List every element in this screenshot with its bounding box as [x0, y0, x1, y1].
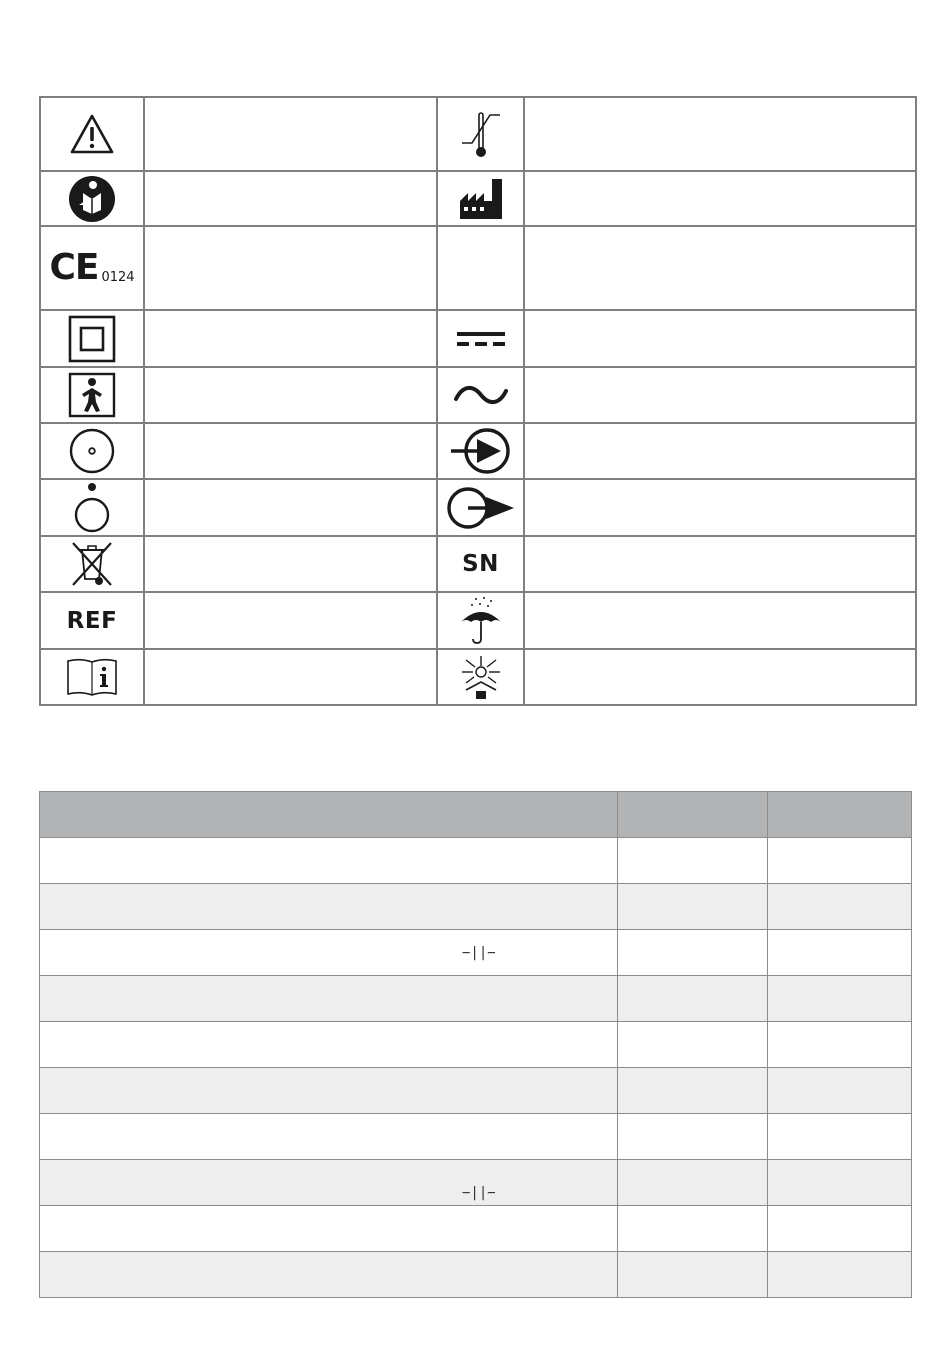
- symbol-description: [524, 479, 916, 536]
- symbol-cell: [40, 649, 144, 705]
- symbol-cell: [40, 479, 144, 536]
- symbol-cell: [437, 592, 524, 649]
- symbol-cell: [40, 97, 144, 171]
- symbol-row: [40, 592, 916, 649]
- symbol-description: [524, 367, 916, 423]
- table-cell: [40, 838, 618, 884]
- symbol-row: [40, 649, 916, 705]
- direct-current-icon: [455, 327, 507, 351]
- symbol-description: [144, 423, 437, 479]
- notified-body-number: 0124: [101, 270, 135, 285]
- table-row: [40, 1068, 912, 1114]
- symbol-row: [40, 97, 916, 171]
- symbol-cell: [437, 171, 524, 226]
- symbol-cell: [40, 423, 144, 479]
- table-cell: [618, 1252, 768, 1298]
- table-cell: [618, 976, 768, 1022]
- serial-number-icon: SN: [462, 551, 499, 577]
- table-row: [40, 838, 912, 884]
- table-cell: [768, 884, 912, 930]
- ce-letters: CE: [49, 247, 99, 288]
- symbol-cell: [40, 310, 144, 367]
- read-manual-icon: [68, 175, 116, 223]
- table-cell: [768, 976, 912, 1022]
- symbol-description: [144, 310, 437, 367]
- table-cell: [618, 1114, 768, 1160]
- symbol-description: [524, 592, 916, 649]
- symbol-cell: [40, 171, 144, 226]
- table-cell: [40, 1160, 618, 1206]
- table-row: [40, 930, 912, 976]
- symbol-cell: [40, 536, 144, 592]
- table-cell: [768, 1114, 912, 1160]
- symbol-row: [40, 226, 916, 310]
- symbol-description: [524, 423, 916, 479]
- column-header: [768, 792, 912, 838]
- table-cell: [618, 1022, 768, 1068]
- symbol-description: [144, 649, 437, 705]
- table-cell: [40, 1068, 618, 1114]
- table-cell: [768, 1022, 912, 1068]
- symbol-description: [144, 226, 437, 310]
- table-row: [40, 1022, 912, 1068]
- keep-away-from-sunlight-icon: [458, 654, 504, 700]
- table-cell: [618, 1068, 768, 1114]
- manufacturer-factory-icon: [458, 177, 504, 221]
- symbol-description: [144, 592, 437, 649]
- symbol-row: [40, 171, 916, 226]
- symbol-row: [40, 310, 916, 367]
- weee-crossed-bin-icon: [69, 541, 115, 587]
- symbol-cell: [437, 423, 524, 479]
- keep-dry-umbrella-icon: [458, 596, 504, 646]
- symbol-row: [40, 367, 916, 423]
- input-arrow-circle-icon: [449, 427, 513, 475]
- table-cell: [40, 884, 618, 930]
- table-cell: [768, 1206, 912, 1252]
- table-cell: [40, 930, 618, 976]
- table-header-row: [40, 792, 912, 838]
- table-cell: [618, 930, 768, 976]
- symbol-cell: [437, 97, 524, 171]
- cell-content: [50, 930, 607, 975]
- table-cell: [768, 1160, 912, 1206]
- table-cell: [40, 1114, 618, 1160]
- reference-number-icon: REF: [66, 607, 118, 634]
- symbol-cell: [437, 367, 524, 423]
- specifications-table: [39, 791, 912, 1298]
- symbol-description: [144, 479, 437, 536]
- symbol-cell: [40, 226, 144, 310]
- symbol-cell: [437, 310, 524, 367]
- alternating-current-icon: [453, 381, 509, 409]
- table-cell: [768, 930, 912, 976]
- table-cell: [40, 1022, 618, 1068]
- ce-mark-icon: [41, 247, 143, 288]
- symbol-cell: [437, 536, 524, 592]
- table-row: [40, 1206, 912, 1252]
- temperature-limit-icon: [458, 107, 504, 161]
- table-cell: [618, 838, 768, 884]
- symbol-description: [524, 226, 916, 310]
- symbol-row: [40, 536, 916, 592]
- table-row: [40, 976, 912, 1022]
- table-cell: [40, 1206, 618, 1252]
- connector-glyph: −||−: [462, 944, 496, 961]
- column-header: [618, 792, 768, 838]
- symbol-row: [40, 479, 916, 536]
- table-row: [40, 1252, 912, 1298]
- symbol-description: [524, 649, 916, 705]
- symbol-cell: [437, 479, 524, 536]
- table-cell: [618, 1206, 768, 1252]
- table-row: [40, 1160, 912, 1206]
- consult-instructions-icon: [66, 657, 118, 697]
- table-row: [40, 884, 912, 930]
- symbol-description: [144, 367, 437, 423]
- table-cell: [618, 1160, 768, 1206]
- table-cell: [618, 884, 768, 930]
- type-bf-applied-part-icon: [68, 372, 116, 418]
- standby-circle-dot-icon: [68, 427, 116, 475]
- symbol-row: [40, 423, 916, 479]
- symbol-description: [524, 171, 916, 226]
- symbol-description: [524, 310, 916, 367]
- symbol-description: [524, 97, 916, 171]
- symbol-description: [144, 536, 437, 592]
- table-cell: [40, 976, 618, 1022]
- symbol-cell: [437, 649, 524, 705]
- symbols-table: [39, 96, 917, 706]
- column-header: [40, 792, 618, 838]
- warning-triangle-icon: [69, 113, 115, 155]
- table-cell: [40, 1252, 618, 1298]
- connector-glyph: −||−: [462, 1185, 496, 1201]
- table-cell: [768, 1068, 912, 1114]
- symbol-description: [144, 97, 437, 171]
- table-cell: [768, 838, 912, 884]
- symbol-description: [144, 171, 437, 226]
- symbol-cell: [40, 592, 144, 649]
- table-row: [40, 1114, 912, 1160]
- output-arrow-circle-icon: [446, 484, 516, 532]
- class-ii-double-insulation-icon: [68, 315, 116, 363]
- symbol-description: [524, 536, 916, 592]
- symbol-cell: [437, 226, 524, 310]
- symbol-cell: [40, 367, 144, 423]
- table-cell: [768, 1252, 912, 1298]
- power-on-circle-icon: [72, 482, 112, 534]
- cell-content: [50, 1160, 607, 1205]
